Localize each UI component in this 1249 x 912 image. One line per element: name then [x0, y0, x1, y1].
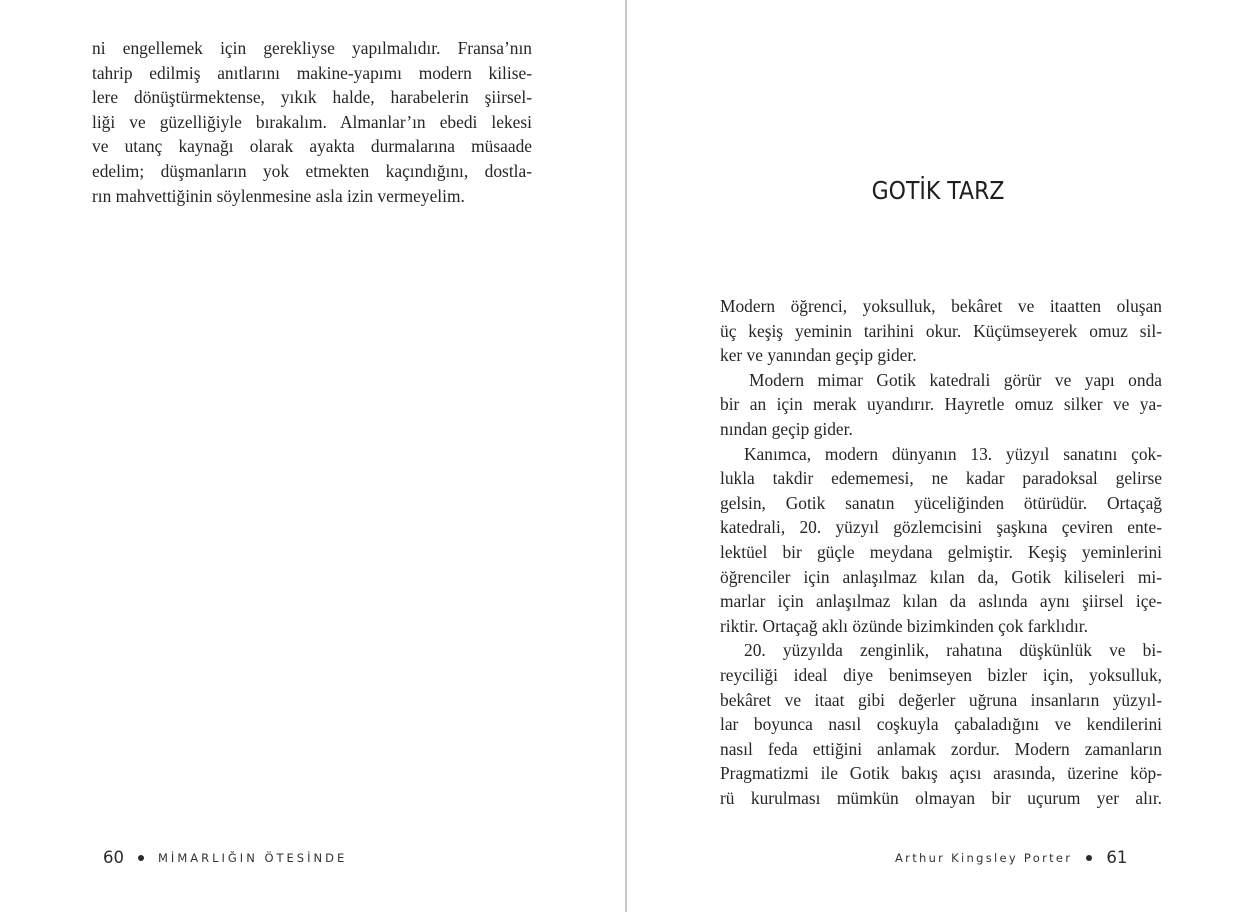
- text-line: 20. yüzyılda zenginlik, rahatına düşkünlük ve bi-: [744, 640, 1162, 661]
- bullet-separator: [1086, 855, 1092, 861]
- left-page-body: [92, 36, 532, 208]
- text-line: lere dönüştürmektense, yıkık halde, harabelerin şiirsel-: [92, 87, 532, 108]
- text-line: ker ve yanından geçip gider.: [720, 345, 917, 366]
- text-line: ni engellemek için gerekliyse yapılmalıdır. Fransa’nın: [92, 38, 532, 58]
- text-line: üç keşiş yeminin tarihini okur. Küçümseyerek omuz sil-: [720, 320, 1162, 341]
- text-line: lukla takdir edememesi, ne kadar paradoksal gelirse: [720, 468, 1162, 489]
- bullet-separator: [138, 855, 144, 861]
- page-number: 61: [1106, 848, 1128, 867]
- text-line: gelsin, Gotik sanatın yüceliğinden ötürüdür. Ortaçağ: [720, 492, 1162, 513]
- right-page-body: [720, 294, 1162, 810]
- running-head-book-title: MİMARLIĞIN ÖTESİNDE: [158, 850, 348, 865]
- left-page-footer: [103, 848, 347, 867]
- text-line: rü kurulması mümkün olmayan bir uçurum yer alır.: [720, 787, 1162, 808]
- text-line: Kanımca, modern dünyanın 13. yüzyıl sanatını çok-: [744, 443, 1162, 464]
- right-page: [627, 0, 1249, 912]
- running-head-author: Arthur Kingsley Porter: [895, 850, 1073, 865]
- text-line: öğrenciler için anlaşılmaz kılan da, Gotik kiliseleri mi-: [720, 566, 1162, 587]
- text-line: Modern öğrenci, yoksulluk, bekâret ve itaatten oluşan: [720, 296, 1162, 316]
- text-line: bir an için merak uyandırır. Hayretle omuz silker ve ya-: [720, 394, 1162, 415]
- text-line: tahrip edilmiş anıtlarını makine-yapımı modern kilise-: [92, 62, 532, 83]
- text-line: katedrali, 20. yüzyıl gözlemcisini şaşkına çeviren ente-: [720, 517, 1162, 538]
- text-line: nasıl feda ettiğini anlamak zordur. Modern zamanların: [720, 738, 1162, 759]
- chapter-title: GOTİK TARZ: [871, 176, 1005, 205]
- text-line: marlar için anlaşılmaz kılan da aslında aynı şiirsel içe-: [720, 591, 1162, 612]
- text-line: riktir. Ortaçağ aklı özünde bizimkinden çok farklıdır.: [720, 615, 1088, 636]
- text-line: edelim; düşmanların yok etmekten kaçındığını, dostla-: [92, 160, 532, 181]
- text-line: Modern mimar Gotik katedrali görür ve yapı onda: [749, 369, 1162, 390]
- text-line: bekâret ve itaat gibi değerler uğruna insanların yüzyıl-: [720, 689, 1162, 710]
- page-number: 60: [103, 848, 124, 867]
- text-line: nından geçip gider.: [720, 418, 853, 439]
- text-line: lar boyunca nasıl coşkuyla çabaladığını ve kendilerini: [720, 714, 1162, 735]
- text-line: lektüel bir güçle meydana gelmiştir. Keşiş yeminlerini: [720, 541, 1162, 562]
- right-page-footer: [895, 848, 1127, 867]
- text-line: rın mahvettiğinin söylenmesine asla izin vermeyelim.: [92, 185, 465, 206]
- text-line: reyciliği ideal diye benimseyen bizler için, yoksulluk,: [720, 664, 1162, 685]
- text-line: Pragmatizmi ile Gotik bakış açısı arasında, üzerine köp-: [720, 763, 1162, 784]
- text-line: liği ve güzelliğiyle bırakalım. Almanlar’ın ebedi lekesi: [92, 111, 532, 132]
- text-line: ve utanç kaynağı olarak ayakta durmalarına müsaade: [92, 136, 532, 157]
